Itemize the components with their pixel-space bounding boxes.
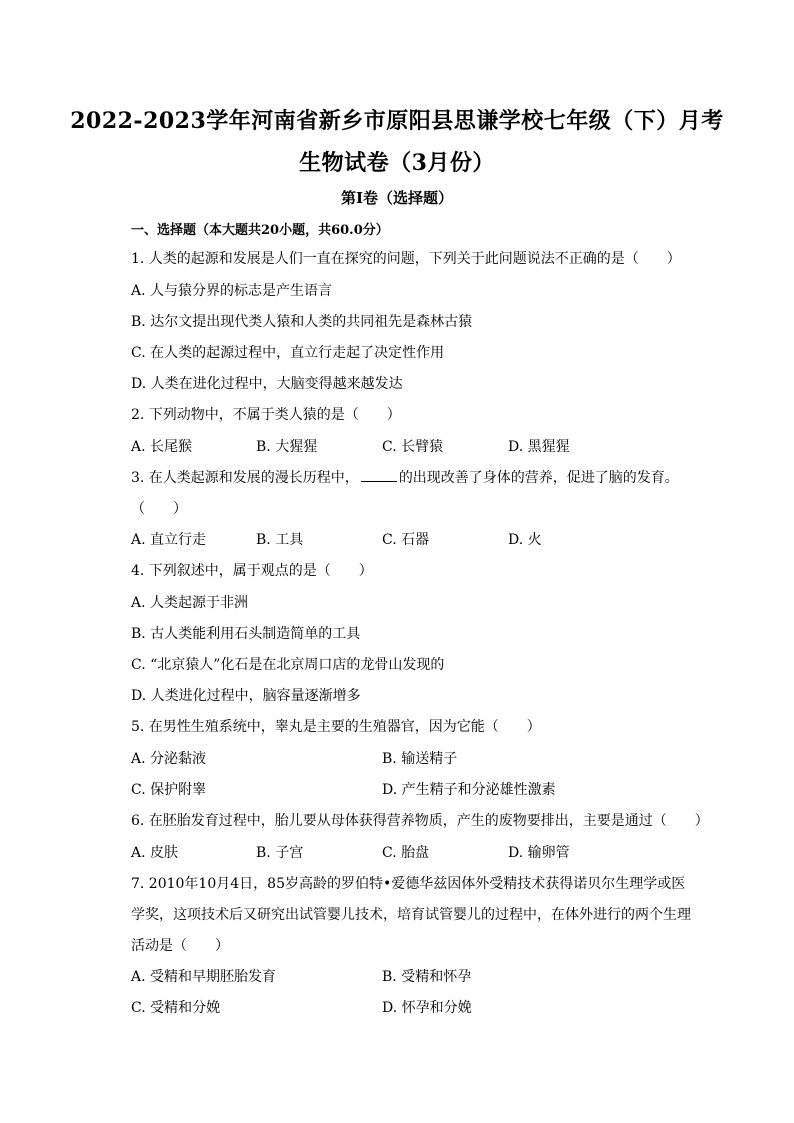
question-1-option-c: C. 在人类的起源过程中，直立行走起了决定性作用 bbox=[131, 345, 445, 361]
question-7-option-c: C. 受精和分娩 bbox=[131, 1000, 221, 1016]
question-4-option-a: A. 人类起源于非洲 bbox=[131, 595, 249, 611]
question-2-option-c: C. 长臂猿 bbox=[382, 439, 444, 455]
question-3-option-b: B. 工具 bbox=[256, 532, 304, 548]
question-4-option-d: D. 人类进化过程中，脑容量逐渐增多 bbox=[131, 688, 361, 704]
question-1-option-d: D. 人类在进化过程中，大脑变得越来越发达 bbox=[131, 376, 403, 392]
section-header: 一、选择题（本大题共20小题，共60.0分） bbox=[131, 223, 389, 238]
question-3-stem bbox=[131, 467, 679, 487]
question-3-option-d: D. 火 bbox=[508, 532, 542, 548]
question-6-stem: 6. 在胚胎发育过程中，胎儿要从母体获得营养物质，产生的废物要排出，主要是通过（ ） bbox=[131, 813, 709, 829]
question-3-option-a: A. 直立行走 bbox=[131, 532, 207, 548]
volume-heading: 第Ⅰ卷（选择题） bbox=[340, 189, 454, 207]
question-5-option-c: C. 保护附睾 bbox=[131, 782, 207, 798]
answer-blank bbox=[361, 469, 397, 482]
question-4-option-b: B. 古人类能利用石头制造简单的工具 bbox=[131, 626, 361, 642]
question-6-option-c: C. 胎盘 bbox=[382, 845, 430, 861]
exam-title-line2: 生物试卷（3月份） bbox=[299, 150, 495, 176]
question-3-stem-before: 3. 在人类起源和发展的漫长历程中， bbox=[131, 470, 359, 486]
question-4-option-c: C. “北京猿人”化石是在北京周口店的龙骨山发现的 bbox=[131, 657, 445, 673]
question-5-option-a: A. 分泌黏液 bbox=[131, 751, 207, 767]
question-7-option-d: D. 怀孕和分娩 bbox=[382, 1000, 472, 1016]
question-5-stem: 5. 在男性生殖系统中，睾丸是主要的生殖器官，因为它能（ ） bbox=[131, 719, 541, 735]
question-5-option-d: D. 产生精子和分泌雄性激素 bbox=[382, 782, 556, 798]
exam-title-line1: 2022-2023学年河南省新乡市原阳县思谦学校七年级（下）月考 bbox=[70, 108, 724, 134]
question-7-stem-line3: 活动是（ ） bbox=[131, 938, 229, 954]
question-1-option-a: A. 人与猿分界的标志是产生语言 bbox=[131, 283, 333, 299]
question-3-option-c: C. 石器 bbox=[382, 532, 430, 548]
question-7-option-b: B. 受精和怀孕 bbox=[382, 969, 472, 985]
question-2-option-d: D. 黑猩猩 bbox=[508, 439, 570, 455]
question-2-option-b: B. 大猩猩 bbox=[256, 439, 318, 455]
question-2-option-a: A. 长尾猴 bbox=[131, 439, 193, 455]
question-3-stem-after: 的出现改善了身体的营养，促进了脑的发育。 bbox=[398, 470, 679, 486]
question-3-stem-line2: （ ） bbox=[131, 501, 187, 517]
question-6-option-b: B. 子宫 bbox=[256, 845, 304, 861]
question-6-option-d: D. 输卵管 bbox=[508, 845, 570, 861]
question-7-option-a: A. 受精和早期胚胎发育 bbox=[131, 969, 277, 985]
question-5-option-b: B. 输送精子 bbox=[382, 751, 458, 767]
question-2-stem: 2. 下列动物中，不属于类人猿的是（ ） bbox=[131, 407, 401, 423]
question-4-stem: 4. 下列叙述中，属于观点的是（ ） bbox=[131, 563, 373, 579]
question-7-stem-line2: 学奖，这项技术后又研究出试管婴儿技术，培育试管婴儿的过程中，在体外进行的两个生理 bbox=[131, 907, 691, 923]
question-7-stem: 7. 2010年10月4日，85岁高龄的罗伯特•爱德华兹因体外受精技术获得诺贝尔生理学或医 bbox=[131, 876, 686, 892]
question-6-option-a: A. 皮肤 bbox=[131, 845, 179, 861]
question-1-stem: 1. 人类的起源和发展是人们一直在探究的问题，下列关于此问题说法不正确的是（ ） bbox=[131, 251, 681, 267]
question-1-option-b: B. 达尔文提出现代类人猿和人类的共同祖先是森林古猿 bbox=[131, 314, 473, 330]
